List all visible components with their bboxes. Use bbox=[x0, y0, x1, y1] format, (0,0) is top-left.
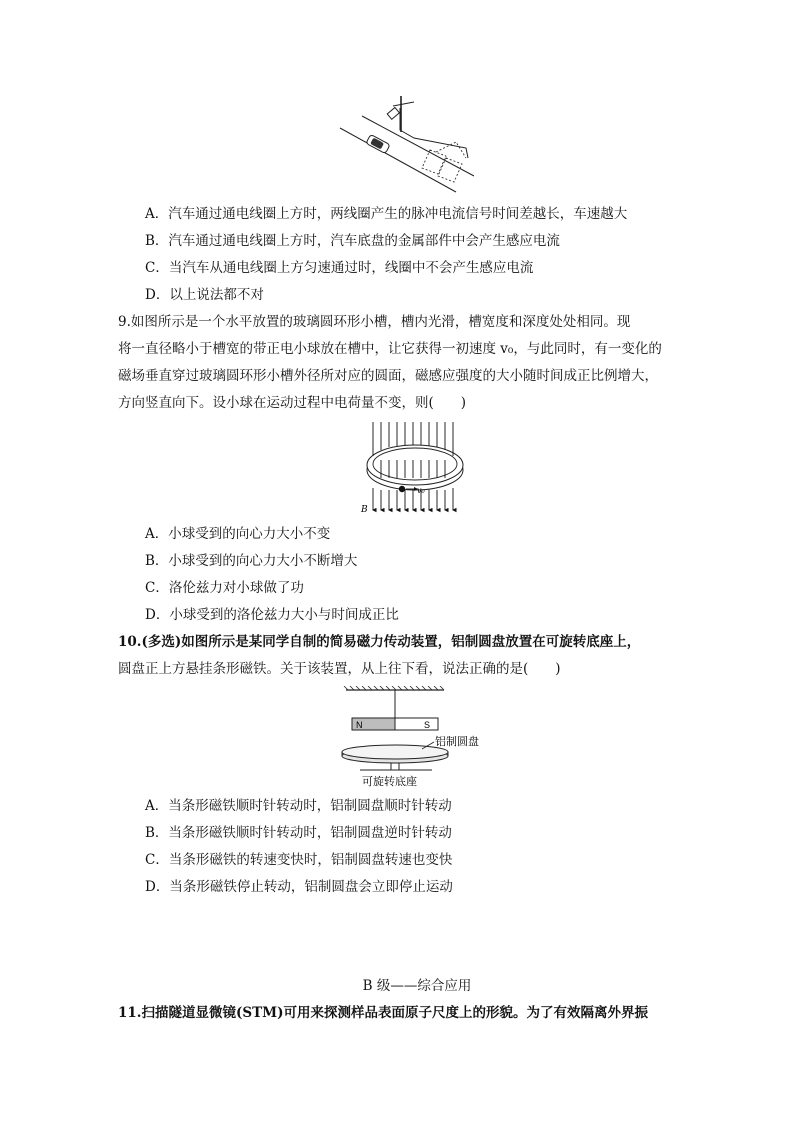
q8-option-b: B．汽车通过通电线圈上方时，汽车底盘的金属部件中会产生感应电流 bbox=[145, 233, 560, 249]
q10-stem-line-2: 圆盘正上方悬挂条形磁铁。关于该装置，从上往下看，说法正确的是( ) bbox=[118, 661, 561, 677]
disk-label: 铝制圆盘 bbox=[435, 735, 479, 748]
road-coil-figure bbox=[338, 92, 478, 194]
base-label: 可旋转底座 bbox=[362, 775, 417, 788]
ring-magnetic-field-figure bbox=[355, 420, 475, 518]
q9-stem-line-2: 将一直径略小于槽宽的带正电小球放在槽中，让它获得一初速度 v₀，与此同时，有一变化的 bbox=[118, 341, 662, 357]
q8-option-d: D．以上说法都不对 bbox=[145, 287, 264, 303]
velocity-label: v₀ bbox=[417, 486, 425, 495]
q10-option-c: C．当条形磁铁的转速变快时，铝制圆盘转速也变快 bbox=[145, 852, 453, 868]
magnet-disk-figure bbox=[340, 686, 500, 790]
north-pole-label: N bbox=[356, 720, 363, 730]
field-b-label: B bbox=[361, 505, 368, 515]
q10-option-d: D．当条形磁铁停止转动，铝制圆盘会立即停止运动 bbox=[145, 879, 453, 895]
q9-stem-line-3: 磁场垂直穿过玻璃圆环形小槽外径所对应的圆面，磁感应强度的大小随时间成正比例增大， bbox=[118, 368, 658, 384]
q9-stem-line-1: 9.如图所示是一个水平放置的玻璃圆环形小槽，槽内光滑，槽宽度和深度处处相同。现 bbox=[118, 314, 631, 330]
q11-stem-line-1: 11.扫描隧道显微镜(STM)可用来探测样品表面原子尺度上的形貌。为了有效隔离外界振 bbox=[118, 1005, 648, 1021]
q10-stem-line-1: 10.(多选)如图所示是某同学自制的简易磁力传动装置，铝制圆盘放置在可旋转底座上， bbox=[118, 634, 641, 650]
q9-option-c: C．洛伦兹力对小球做了功 bbox=[145, 580, 304, 596]
q8-option-a: A．汽车通过通电线圈上方时，两线圈产生的脉冲电流信号时间差越长，车速越大 bbox=[145, 206, 628, 222]
q9-stem-line-4: 方向竖直向下。设小球在运动过程中电荷量不变，则( ) bbox=[118, 395, 467, 411]
q10-option-b: B．当条形磁铁顺时针转动时，铝制圆盘逆时针转动 bbox=[145, 825, 452, 841]
q9-option-a: A．小球受到的向心力大小不变 bbox=[145, 526, 331, 542]
q9-option-d: D．小球受到的洛伦兹力大小与时间成正比 bbox=[145, 607, 399, 623]
south-pole-label: S bbox=[424, 720, 431, 730]
section-title: B 级——综合应用 bbox=[362, 978, 472, 994]
q9-option-b: B．小球受到的向心力大小不断增大 bbox=[145, 553, 358, 569]
q10-option-a: A．当条形磁铁顺时针转动时，铝制圆盘顺时针转动 bbox=[145, 798, 452, 814]
q8-option-c: C．当汽车从通电线圈上方匀速通过时，线圈中不会产生感应电流 bbox=[145, 260, 534, 276]
